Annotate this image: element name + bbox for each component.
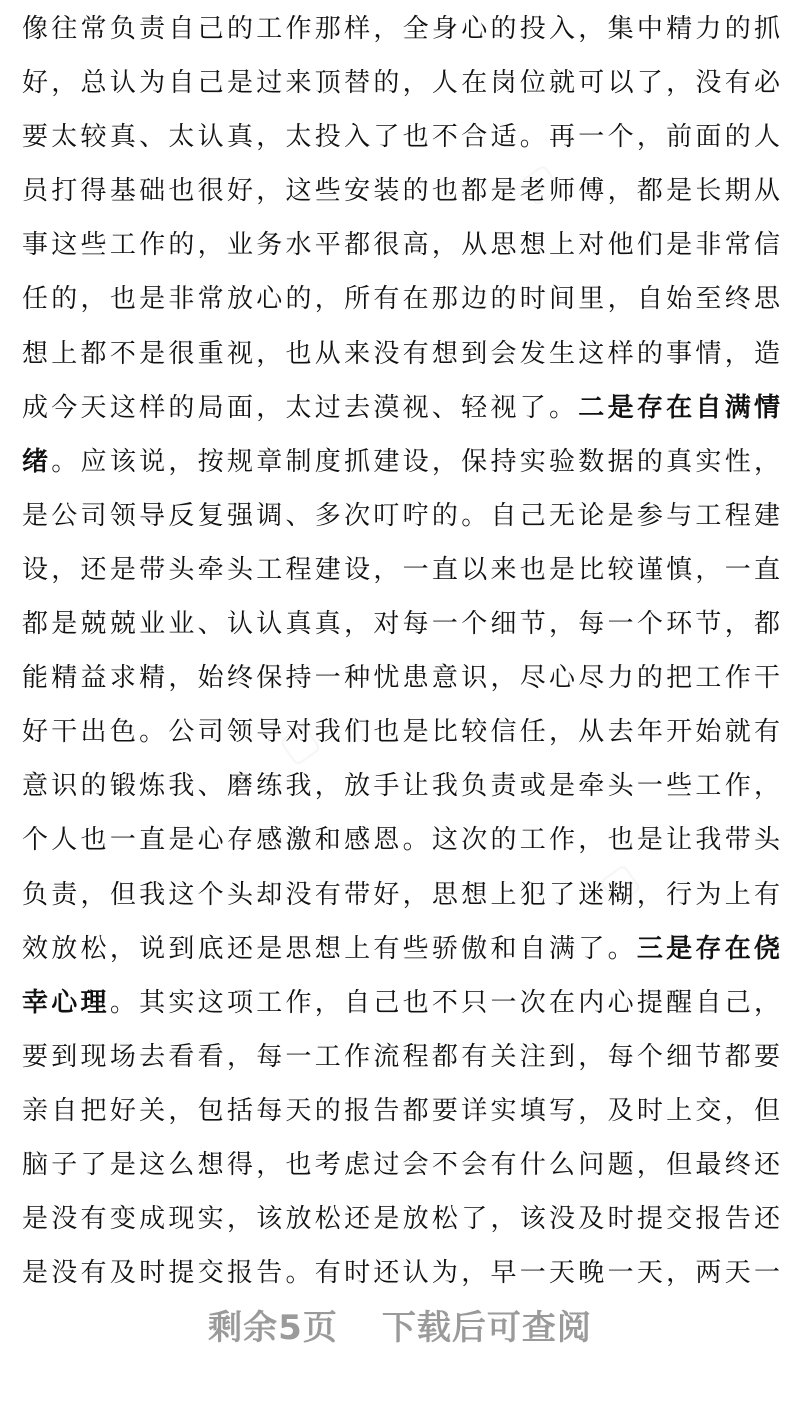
download-to-view-label: 下载后可查阅: [381, 1308, 592, 1348]
text-line: [22, 110, 780, 164]
line-text: 。应该说，按规章制度抓建设，保持实验数据的真实性，: [51, 446, 780, 477]
text-line: [22, 327, 780, 381]
text-line: [22, 651, 780, 705]
text-line: [22, 1192, 780, 1246]
line-text: 事这些工作的，业务水平都很高，从思想上对他们是非常信: [22, 230, 780, 261]
text-line: [22, 1030, 780, 1084]
text-line: [22, 435, 780, 489]
line-text: 想上都不是很重视，也从来没有想到会发生这样的事情，造: [22, 338, 780, 369]
line-text: 要到现场去看看，每一工作流程都有关注到，每个细节都要: [22, 1041, 780, 1072]
line-text: 能精益求精，始终保持一种忧患意识，尽心尽力的把工作干: [22, 663, 780, 694]
bold-heading-text: 绪: [22, 446, 52, 477]
line-text: 好，总认为自己是过来顶替的，人在岗位就可以了，没有必: [22, 68, 780, 99]
text-line: [22, 2, 780, 56]
line-text: 员打得基础也很好，这些安装的也都是老师傅，都是长期从: [22, 176, 780, 207]
text-line: [22, 218, 780, 272]
text-line: [22, 922, 780, 976]
line-text: 。其实这项工作，自己也不只一次在内心提醒自己，: [109, 987, 780, 1018]
text-line: [22, 56, 780, 110]
bold-heading-text: 二是存在自满情: [578, 392, 780, 423]
text-line: [22, 868, 780, 922]
text-line: [22, 813, 780, 867]
text-line: [22, 543, 780, 597]
text-line: [22, 976, 780, 1030]
line-text: 脑子了是这么想得，也考虑过会不会有什么问题，但最终还: [22, 1149, 780, 1180]
line-text: 效放松，说到底还是思想上有些骄傲和自满了。: [22, 933, 637, 964]
line-text: 负责，但我这个头却没有带好，思想上犯了迷糊，行为上有: [22, 879, 780, 910]
line-text: 成今天这样的局面，太过去漠视、轻视了。: [22, 392, 579, 423]
line-text: 都是兢兢业业、认认真真，对每一个细节，每一个环节，都: [22, 609, 780, 640]
line-text: 是没有变成现实，该放松还是放松了，该没及时提交报告还: [22, 1204, 780, 1235]
text-line: [22, 381, 780, 435]
line-text: 个人也一直是心存感激和感恩。这次的工作，也是让我带头: [22, 825, 780, 856]
text-line: [22, 705, 780, 759]
remaining-pages-label: 剩余5页: [208, 1308, 338, 1348]
line-text: 像往常负责自己的工作那样，全身心的投入，集中精力的抓: [22, 14, 780, 44]
text-line: [22, 1246, 780, 1300]
download-prompt[interactable]: [0, 1300, 800, 1349]
text-line: [22, 164, 780, 218]
line-text: 是没有及时提交报告。有时还认为，早一天晚一天，两天一: [22, 1258, 780, 1289]
line-text: 设，还是带头牵头工程建设，一直以来也是比较谨慎，一直: [22, 554, 780, 585]
text-line: [22, 1138, 780, 1192]
text-line: [22, 272, 780, 326]
bold-heading-text: 三是存在侥: [636, 933, 780, 964]
line-text: 是公司领导反复强调、多次叮咛的。自己无论是参与工程建: [22, 500, 780, 531]
text-line: [22, 759, 780, 813]
text-line: [22, 1084, 780, 1138]
line-text: 好干出色。公司领导对我们也是比较信任，从去年开始就有: [22, 717, 780, 748]
line-text: 任的，也是非常放心的，所有在那边的时间里，自始至终思: [22, 284, 780, 315]
text-line: [22, 597, 780, 651]
document-body: [22, 2, 780, 1300]
line-text: 要太较真、太认真，太投入了也不合适。再一个，前面的人: [22, 122, 780, 153]
line-text: 意识的锻炼我、磨练我，放手让我负责或是牵头一些工作，: [22, 771, 780, 802]
text-line: [22, 489, 780, 543]
bold-heading-text: 幸心理: [22, 987, 110, 1018]
line-text: 亲自把好关，包括每天的报告都要详实填写，及时上交，但: [22, 1095, 780, 1126]
